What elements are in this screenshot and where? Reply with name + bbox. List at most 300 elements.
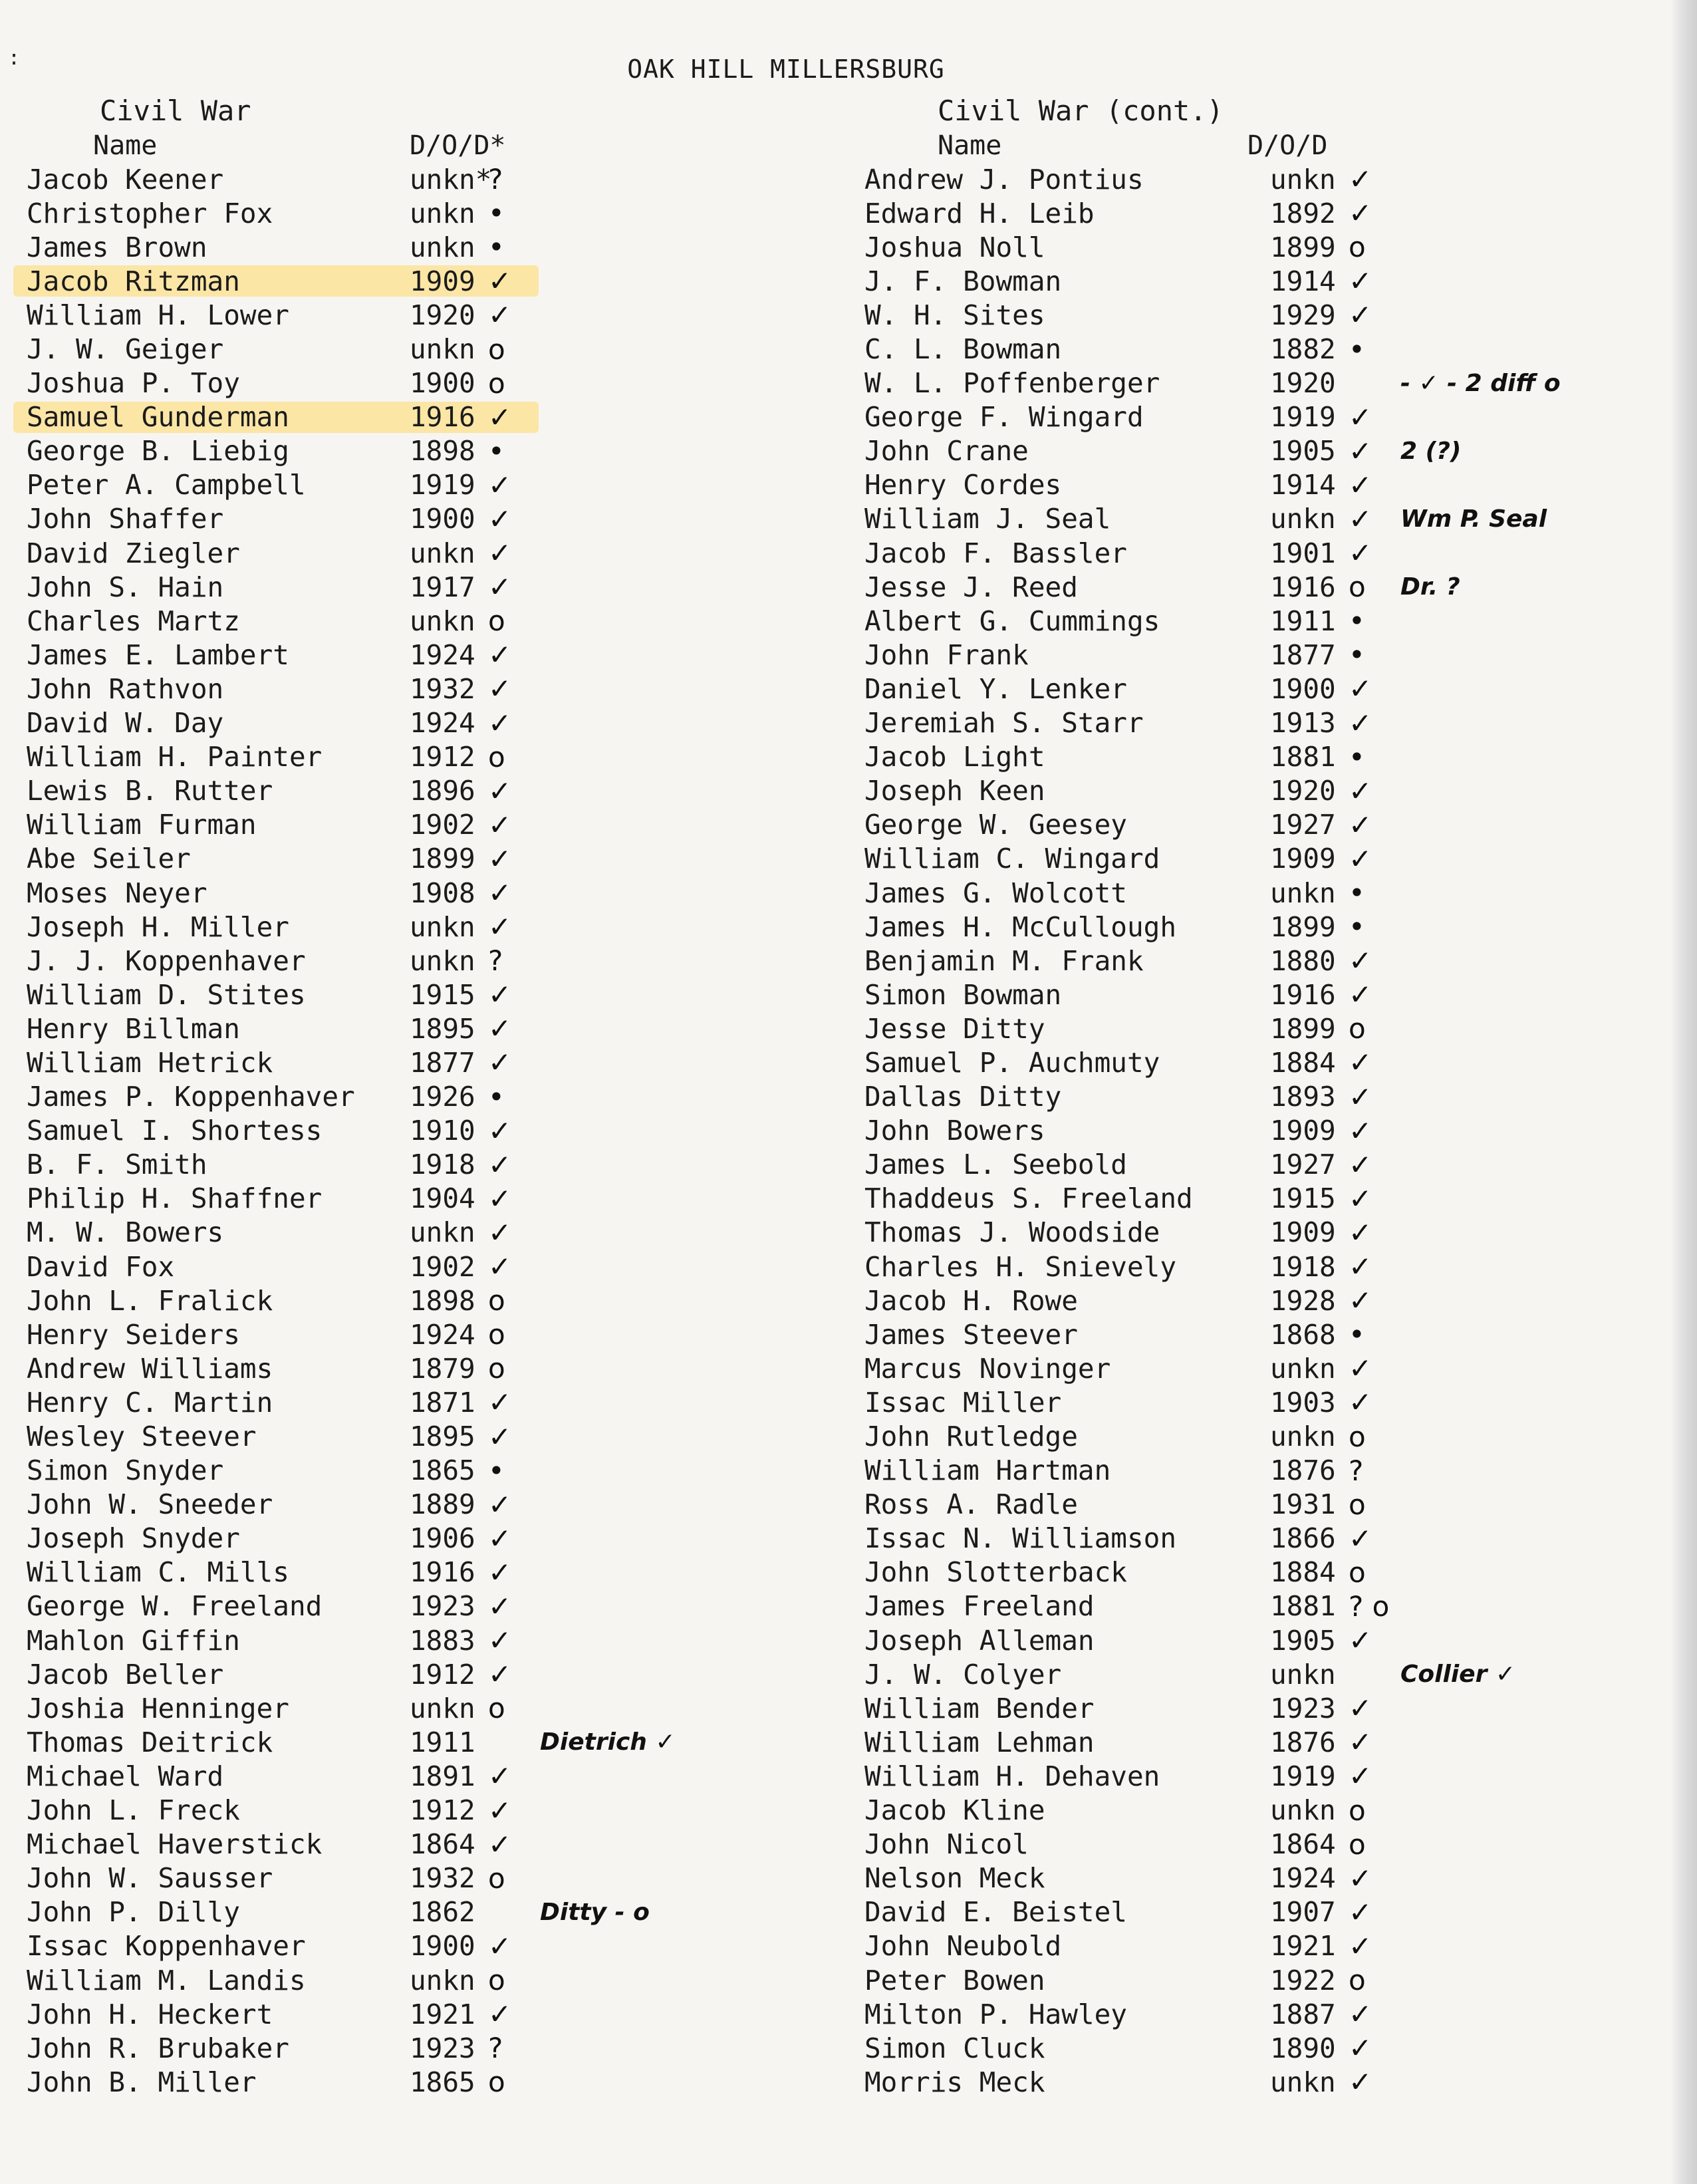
entry-name: William Hetrick	[27, 1046, 273, 1079]
list-item	[27, 2031, 811, 2065]
entry-name: Issac N. Williamson	[864, 1522, 1176, 1555]
list-item	[864, 672, 1649, 706]
entry-name: John Rutledge	[864, 1421, 1078, 1453]
entry-name: Simon Cluck	[864, 2032, 1045, 2064]
handwritten-mark: ✓	[488, 877, 512, 910]
list-item	[864, 1997, 1649, 2031]
entry-date: 1909	[1270, 843, 1336, 875]
handwritten-mark: •	[1349, 877, 1365, 910]
list-item	[864, 468, 1649, 502]
entry-date: 1904	[410, 1182, 475, 1215]
entry-name: Mahlon Giffin	[27, 1624, 240, 1657]
list-item	[27, 1828, 811, 1861]
entry-date: 1889	[410, 1488, 475, 1521]
entry-date: 1920	[1270, 367, 1336, 400]
handwritten-mark: ✓	[1349, 1284, 1372, 1317]
entry-name: Samuel I. Shortess	[27, 1115, 323, 1147]
entry-date: unkn	[1270, 1352, 1336, 1385]
entry-date: 1911	[410, 1726, 475, 1758]
entry-date: 1922	[1270, 1964, 1336, 1996]
entry-date: 1903	[1270, 1386, 1336, 1419]
list-item	[27, 332, 811, 366]
entry-name: Jacob Ritzman	[27, 265, 240, 297]
handwritten-mark: ✓	[488, 1488, 512, 1521]
entry-name: Henry Cordes	[864, 469, 1062, 501]
list-item	[27, 1012, 811, 1045]
handwritten-mark: ✓	[488, 1658, 512, 1691]
handwritten-mark: ✓	[1349, 400, 1372, 434]
entry-name: Michael Haverstick	[27, 1828, 323, 1861]
handwritten-mark: ✓	[1349, 1861, 1372, 1895]
list-item	[864, 1385, 1649, 1419]
entry-name: Jacob Beller	[27, 1658, 224, 1691]
list-item	[864, 1556, 1649, 1589]
entry-date: 1899	[1270, 1012, 1336, 1045]
entry-name: Albert G. Cummings	[864, 605, 1160, 637]
entry-date: 1905	[1270, 1624, 1336, 1657]
list-item	[864, 910, 1649, 944]
list-item	[864, 740, 1649, 774]
entry-date: 1929	[1270, 299, 1336, 331]
list-item	[864, 638, 1649, 672]
entry-date: 1919	[1270, 1760, 1336, 1792]
handwritten-mark: o	[1349, 1420, 1366, 1453]
handwritten-mark: o	[1349, 1828, 1366, 1861]
handwritten-mark: o	[1349, 1964, 1366, 1997]
entry-date: unkn	[1270, 1421, 1336, 1453]
handwritten-mark: ✓	[1349, 1929, 1372, 1963]
handwritten-mark: ✓	[1349, 1182, 1372, 1215]
right-header-name: Name	[938, 130, 1002, 161]
handwritten-mark: ✓	[488, 537, 512, 570]
entry-name: Marcus Novinger	[864, 1352, 1111, 1385]
entry-date: 1926	[410, 1081, 475, 1113]
entry-name: W. L. Poffenberger	[864, 367, 1160, 400]
list-item	[27, 570, 811, 604]
entry-name: David Fox	[27, 1250, 175, 1283]
entry-name: Christopher Fox	[27, 197, 273, 229]
entry-date: 1882	[1270, 333, 1336, 366]
entry-date: 1923	[410, 2032, 475, 2064]
entry-date: 1927	[1270, 1149, 1336, 1181]
handwritten-mark: ✓	[488, 1522, 512, 1555]
entry-date: 1864	[1270, 1828, 1336, 1861]
entry-name: Edward H. Leib	[864, 197, 1095, 229]
list-item	[864, 1895, 1649, 1929]
entry-date: 1900	[1270, 672, 1336, 705]
handwritten-mark: ✓	[488, 299, 512, 332]
handwritten-mark: ✓	[1349, 1148, 1372, 1181]
handwritten-mark: ✓	[1349, 197, 1372, 230]
entry-name: William H. Dehaven	[864, 1760, 1160, 1792]
list-item	[864, 1148, 1649, 1182]
entry-date: 1865	[410, 2066, 475, 2098]
entry-date: 1877	[410, 1046, 475, 1079]
handwritten-mark: o	[1349, 571, 1366, 604]
entry-date: 1899	[1270, 910, 1336, 943]
entry-name: Ross A. Radle	[864, 1488, 1078, 1521]
list-item	[27, 536, 811, 570]
handwritten-mark: ✓	[1349, 1250, 1372, 1284]
entry-name: Joshua P. Toy	[27, 367, 240, 400]
list-item	[27, 1419, 811, 1453]
list-item	[864, 1216, 1649, 1250]
list-item	[864, 1012, 1649, 1045]
entry-name: Wesley Steever	[27, 1421, 257, 1453]
entry-date: 1905	[1270, 435, 1336, 468]
handwritten-mark: •	[1349, 638, 1365, 672]
list-item	[27, 1317, 811, 1351]
entry-name: C. L. Bowman	[864, 333, 1062, 366]
entry-name: Abe Seiler	[27, 843, 191, 875]
list-item	[864, 1522, 1649, 1556]
entry-date: 1881	[1270, 1590, 1336, 1623]
entry-name: John W. Sausser	[27, 1862, 273, 1895]
handwritten-mark: •	[488, 1454, 505, 1487]
handwritten-mark: •	[1349, 1318, 1365, 1351]
entry-date: 1927	[1270, 809, 1336, 841]
entry-name: William C. Wingard	[864, 843, 1160, 875]
list-item	[27, 1963, 811, 1997]
entry-name: John Shaffer	[27, 503, 224, 535]
handwritten-mark: ✓	[488, 1828, 512, 1861]
list-item	[864, 604, 1649, 638]
handwritten-mark: ✓	[1349, 1386, 1372, 1419]
list-item	[864, 842, 1649, 876]
entry-date: 1881	[1270, 741, 1336, 773]
list-item	[27, 1725, 811, 1759]
entry-date: 1871	[410, 1386, 475, 1419]
list-item	[27, 706, 811, 740]
list-item	[864, 536, 1649, 570]
entry-date: 1907	[1270, 1896, 1336, 1929]
right-header-date: D/O/D	[1247, 130, 1328, 161]
list-item	[864, 1182, 1649, 1216]
handwritten-mark: •	[1349, 605, 1365, 638]
entry-date: 1932	[410, 672, 475, 705]
handwritten-mark: ✓	[488, 468, 512, 501]
entry-name: Henry Billman	[27, 1012, 240, 1045]
handwritten-mark: ✓	[1349, 1624, 1372, 1657]
entry-date: 1895	[410, 1012, 475, 1045]
entry-date: 1923	[1270, 1692, 1336, 1724]
entry-date: 1901	[1270, 537, 1336, 569]
entry-date: 1924	[410, 638, 475, 671]
handwritten-note: - ✓ - 2 diff o	[1400, 369, 1561, 397]
handwritten-mark: ✓	[488, 1012, 512, 1045]
list-item	[27, 1895, 811, 1929]
entry-name: Andrew J. Pontius	[864, 163, 1144, 196]
entry-name: John P. Dilly	[27, 1896, 240, 1929]
entry-date: 1900	[410, 367, 475, 400]
entry-date: 1915	[1270, 1182, 1336, 1215]
entry-name: Benjamin M. Frank	[864, 944, 1144, 977]
entry-date: 1910	[410, 1115, 475, 1147]
list-item	[27, 162, 811, 196]
entry-name: Joshia Henninger	[27, 1692, 289, 1724]
entry-name: William H. Painter	[27, 741, 323, 773]
handwritten-mark: ✓	[1349, 944, 1372, 978]
handwritten-mark: ✓	[488, 910, 512, 944]
handwritten-mark: •	[1349, 910, 1365, 944]
entry-name: James Steever	[864, 1318, 1078, 1351]
handwritten-mark: ✓	[488, 808, 512, 841]
entry-name: J. F. Bowman	[864, 265, 1062, 297]
entry-date: 1898	[410, 1284, 475, 1317]
list-item	[864, 1250, 1649, 1284]
handwritten-mark: •	[1349, 740, 1365, 773]
handwritten-mark: ✓	[488, 1250, 512, 1284]
handwritten-mark: ✓	[488, 1114, 512, 1147]
handwritten-mark: •	[1349, 333, 1365, 366]
handwritten-mark: o	[488, 1692, 505, 1725]
list-item	[27, 502, 811, 536]
handwritten-mark: ?	[1349, 1454, 1364, 1487]
entry-date: 1921	[1270, 1930, 1336, 1963]
list-item	[27, 1284, 811, 1317]
handwritten-mark: ✓	[488, 706, 512, 740]
entry-name: W. H. Sites	[864, 299, 1045, 331]
entry-date: 1899	[1270, 231, 1336, 263]
entry-name: William Furman	[27, 809, 257, 841]
handwritten-mark: ✓	[1349, 1998, 1372, 2031]
left-column	[27, 93, 811, 2099]
list-item	[864, 1589, 1649, 1623]
handwritten-mark: o	[1349, 1556, 1366, 1589]
entry-name: Michael Ward	[27, 1760, 224, 1792]
entry-name: Morris Meck	[864, 2066, 1045, 2098]
list-item	[864, 1725, 1649, 1759]
entry-name: Nelson Meck	[864, 1862, 1045, 1895]
handwritten-mark: ?	[488, 2032, 503, 2065]
handwritten-mark: ✓	[1349, 1760, 1372, 1793]
handwritten-mark: o	[488, 1284, 505, 1317]
handwritten-note: Wm P. Seal	[1400, 505, 1547, 533]
list-item	[27, 1657, 811, 1691]
entry-name: James G. Wolcott	[864, 877, 1127, 909]
entry-date: 1879	[410, 1352, 475, 1385]
entry-name: James L. Seebold	[864, 1149, 1127, 1181]
handwritten-mark: ✓	[488, 1589, 512, 1623]
entry-date: 1864	[410, 1828, 475, 1861]
handwritten-mark: ✓	[1349, 502, 1372, 535]
list-item	[27, 944, 811, 978]
entry-date: 1893	[1270, 1081, 1336, 1113]
list-item	[27, 774, 811, 808]
entry-name: James Freeland	[864, 1590, 1095, 1623]
entry-name: John R. Brubaker	[27, 2032, 289, 2064]
entry-name: Joseph Snyder	[27, 1522, 240, 1555]
entry-date: 1899	[410, 843, 475, 875]
handwritten-mark: ✓	[488, 1046, 512, 1079]
list-item	[27, 1216, 811, 1250]
list-item	[864, 162, 1649, 196]
entry-date: 1892	[1270, 197, 1336, 229]
entry-date: 1928	[1270, 1284, 1336, 1317]
list-item	[864, 706, 1649, 740]
handwritten-mark: ✓	[488, 1929, 512, 1963]
entry-date: 1916	[1270, 571, 1336, 603]
entry-name: George W. Geesey	[864, 809, 1127, 841]
entry-name: John Frank	[864, 638, 1029, 671]
handwritten-mark: ✓	[488, 1148, 512, 1181]
entry-date: 1921	[410, 1998, 475, 2030]
entry-name: Daniel Y. Lenker	[864, 672, 1127, 705]
entry-name: Philip H. Shaffner	[27, 1182, 323, 1215]
entry-name: William Hartman	[864, 1454, 1111, 1487]
entry-date: unkn	[1270, 503, 1336, 535]
entry-name: Simon Snyder	[27, 1454, 224, 1487]
entry-date: 1911	[1270, 605, 1336, 637]
entry-date: 1918	[1270, 1250, 1336, 1283]
entry-name: John B. Miller	[27, 2066, 257, 2098]
list-item	[27, 1454, 811, 1488]
handwritten-mark: ✓	[488, 978, 512, 1012]
entry-date: 1883	[410, 1624, 475, 1657]
entry-name: Thaddeus S. Freeland	[864, 1182, 1193, 1215]
entry-name: William J. Seal	[864, 503, 1111, 535]
handwritten-mark: o	[1349, 1488, 1366, 1521]
list-item	[864, 1045, 1649, 1079]
handwritten-mark: ✓	[1349, 468, 1372, 501]
entry-date: 1932	[410, 1862, 475, 1895]
entry-name: Henry Seiders	[27, 1318, 240, 1351]
entry-date: 1887	[1270, 1998, 1336, 2030]
list-item	[27, 842, 811, 876]
entry-name: William Bender	[864, 1692, 1095, 1724]
list-item	[864, 1861, 1649, 1895]
list-item	[864, 1963, 1649, 1997]
handwritten-mark: •	[488, 197, 505, 230]
entry-date: 1880	[1270, 944, 1336, 977]
corner-scan-mark: :	[8, 47, 21, 70]
list-item	[864, 774, 1649, 808]
list-item	[864, 1657, 1649, 1691]
entry-date: 1912	[410, 1658, 475, 1691]
list-item	[864, 1454, 1649, 1488]
entry-name: Peter Bowen	[864, 1964, 1045, 1996]
handwritten-mark: ✓	[488, 1624, 512, 1657]
list-item	[27, 1556, 811, 1589]
handwritten-note: Ditty - o	[540, 1898, 650, 1926]
entry-date: 1866	[1270, 1522, 1336, 1555]
list-item	[27, 400, 811, 434]
list-item	[864, 1623, 1649, 1657]
list-item	[864, 1317, 1649, 1351]
handwritten-mark: ✓	[1349, 1216, 1372, 1249]
handwritten-mark: ✓	[1349, 2032, 1372, 2065]
entry-name: B. F. Smith	[27, 1149, 207, 1181]
entry-name: John L. Fralick	[27, 1284, 273, 1317]
list-item	[27, 1861, 811, 1895]
entry-name: David W. Day	[27, 707, 224, 740]
entry-date: 1884	[1270, 1556, 1336, 1589]
handwritten-mark: ✓	[488, 1216, 512, 1249]
entry-name: George B. Liebig	[27, 435, 289, 468]
list-item	[27, 978, 811, 1012]
entry-date: 1915	[410, 978, 475, 1011]
entry-date: unkn	[410, 605, 475, 637]
entry-name: John Rathvon	[27, 672, 224, 705]
entry-name: David Ziegler	[27, 537, 240, 569]
scan-edge-shadow	[1670, 0, 1697, 2184]
list-item	[27, 672, 811, 706]
right-column	[864, 93, 1649, 2099]
entry-name: John Bowers	[864, 1115, 1045, 1147]
right-section-title: Civil War (cont.)	[938, 94, 1224, 127]
list-item	[27, 298, 811, 332]
entry-date: 1919	[1270, 401, 1336, 434]
handwritten-mark: o	[488, 366, 505, 400]
list-item	[27, 264, 811, 298]
entry-name: Moses Neyer	[27, 877, 207, 909]
handwritten-mark: ✓	[488, 1420, 512, 1453]
handwritten-mark: ?	[488, 944, 503, 978]
entry-date: 1891	[410, 1760, 475, 1792]
entry-name: Jacob H. Rowe	[864, 1284, 1078, 1317]
handwritten-mark: o	[488, 2066, 505, 2099]
right-header-row	[864, 129, 1649, 162]
entry-date: 1902	[410, 809, 475, 841]
entry-name: Jesse J. Reed	[864, 571, 1078, 603]
handwritten-mark: ✓	[488, 571, 512, 604]
entry-name: William Lehman	[864, 1726, 1095, 1758]
handwritten-mark: ✓	[488, 1386, 512, 1419]
handwritten-mark: ✓	[1349, 434, 1372, 468]
entry-date: unkn	[1270, 1794, 1336, 1827]
handwritten-mark: ✓	[1349, 706, 1372, 740]
entry-date: 1912	[410, 1794, 475, 1827]
handwritten-mark: ✓	[488, 638, 512, 672]
entry-date: 1902	[410, 1250, 475, 1283]
entry-date: 1916	[1270, 978, 1336, 1011]
entry-name: Jeremiah S. Starr	[864, 707, 1144, 740]
list-item	[27, 1182, 811, 1216]
entry-date: 1884	[1270, 1046, 1336, 1079]
entry-date: unkn	[410, 537, 475, 569]
entry-date: 1900	[410, 503, 475, 535]
list-item	[27, 1691, 811, 1725]
handwritten-note: Dietrich ✓	[540, 1728, 676, 1756]
handwritten-mark: ✓	[488, 502, 512, 535]
handwritten-mark: o	[488, 740, 505, 773]
handwritten-mark: ✓	[1349, 1080, 1372, 1113]
handwritten-mark: ✓	[1349, 978, 1372, 1012]
list-item	[27, 1114, 811, 1148]
list-item	[27, 1385, 811, 1419]
list-item	[864, 944, 1649, 978]
list-item	[864, 1284, 1649, 1317]
entry-name: Joseph H. Miller	[27, 910, 289, 943]
entry-name: John Crane	[864, 435, 1029, 468]
entry-name: John W. Sneeder	[27, 1488, 273, 1521]
handwritten-mark: ✓	[1349, 808, 1372, 841]
handwritten-mark: o	[488, 1861, 505, 1895]
entry-name: M. W. Bowers	[27, 1216, 224, 1249]
list-item	[864, 366, 1649, 400]
list-item	[864, 332, 1649, 366]
list-item	[27, 1997, 811, 2031]
entry-date: 1924	[1270, 1862, 1336, 1895]
handwritten-note: 2 (?)	[1400, 437, 1462, 465]
entry-date: unkn	[1270, 163, 1336, 196]
entry-date: 1914	[1270, 469, 1336, 501]
entry-name: Charles Martz	[27, 605, 240, 637]
entry-date: 1924	[410, 707, 475, 740]
list-item	[864, 570, 1649, 604]
handwritten-mark: ✓	[1349, 1352, 1372, 1385]
entry-name: Joseph Keen	[864, 775, 1045, 807]
